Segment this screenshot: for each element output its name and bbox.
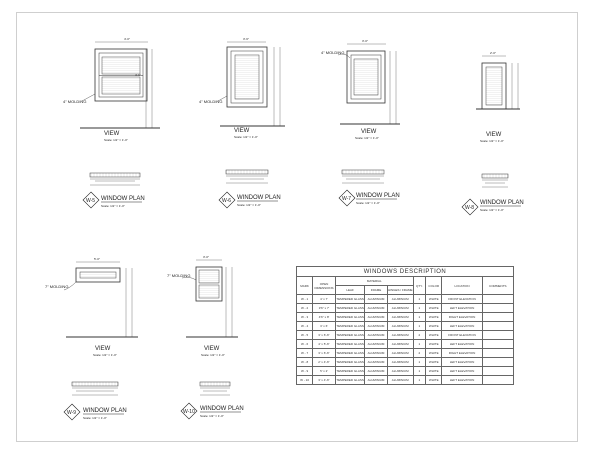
table-cell	[482, 313, 513, 322]
table-row	[297, 349, 514, 358]
table-cell: ALUMINIUM	[387, 331, 413, 340]
table-cell: 1	[413, 295, 425, 304]
table-cell: ALUMINIUM	[365, 349, 387, 358]
table-cell: 4'6" x 8'	[313, 313, 336, 322]
table-cell: TEMPERED GLASS	[335, 331, 364, 340]
table-cell	[482, 331, 513, 340]
view-scale: Scale: 1/2" = 1'-0"	[480, 139, 504, 143]
table-cell: RIGHT ELEVATION	[442, 349, 482, 358]
table-cell: ALUMINIUM	[365, 340, 387, 349]
col-header: FRAME	[365, 286, 387, 295]
table-cell: LEFT ELEVATION	[442, 358, 482, 367]
plan-tag: W-6	[222, 198, 232, 204]
table-cell: TEMPERED GLASS	[335, 295, 364, 304]
table-cell: W - 7	[297, 349, 313, 358]
col-header: QTY.	[413, 277, 425, 295]
plan-title: WINDOW PLAN	[356, 193, 400, 199]
table-cell: W - 8	[297, 358, 313, 367]
table-cell: ALUMINIUM	[365, 322, 387, 331]
plan-tag: W-7	[342, 196, 352, 202]
plan-tag: W-10	[183, 409, 195, 415]
window-view-6	[182, 255, 238, 337]
table-cell: W - 9	[297, 367, 313, 376]
table-cell: ALUMINIUM	[387, 358, 413, 367]
table-cell: FRONT ELEVATION	[442, 331, 482, 340]
table-row	[297, 358, 514, 367]
plan-scale: Scale: 1/2" = 1'-0"	[356, 201, 380, 205]
window-view-3	[338, 39, 400, 124]
window-view-4	[476, 51, 520, 109]
view-title: VIEW	[104, 131, 120, 137]
view-title: VIEW	[95, 346, 111, 352]
table-row	[297, 304, 514, 313]
table-cell: WHITE	[426, 322, 442, 331]
table-cell: 1	[413, 340, 425, 349]
view-scale: Scale: 1/2" = 1'-0"	[201, 353, 225, 357]
view-scale: Scale: 1/2" = 1'-0"	[93, 353, 117, 357]
view-scale: Scale: 1/2" = 1'-0"	[104, 138, 128, 142]
view-title: VIEW	[204, 346, 220, 352]
table-cell: TEMPERED GLASS	[335, 313, 364, 322]
col-header: MARK	[297, 277, 313, 295]
table-cell: TEMPERED GLASS	[335, 340, 364, 349]
table-cell: 3' x 4'-6"	[313, 376, 336, 385]
table-cell: WHITE	[426, 358, 442, 367]
svg-text:5'-0": 5'-0"	[94, 257, 100, 261]
table-cell: WHITE	[426, 304, 442, 313]
table-cell: ALUMINIUM	[387, 340, 413, 349]
table-cell: ALUMINIUM	[365, 331, 387, 340]
col-header: OPEN DIMENSIONS	[313, 277, 336, 295]
windows-description-table	[296, 266, 514, 385]
table-cell: W - 3	[297, 313, 313, 322]
table-cell	[482, 295, 513, 304]
table-cell: ALUMINIUM	[387, 313, 413, 322]
table-body	[297, 295, 514, 385]
table-cell: 1	[413, 304, 425, 313]
table-cell: 1	[413, 313, 425, 322]
view-scale: Scale: 1/2" = 1'-0"	[355, 136, 379, 140]
table-cell: WHITE	[426, 340, 442, 349]
svg-text:4'-6": 4'-6"	[135, 73, 141, 77]
plan-title: WINDOW PLAN	[237, 195, 281, 201]
table-cell: W - 10	[297, 376, 313, 385]
molding-label: 7" MOLDING	[45, 284, 69, 289]
table-cell: WHITE	[426, 367, 442, 376]
plan-tag: W-5	[86, 198, 96, 204]
table-cell: ALUMINIUM	[387, 367, 413, 376]
view-title: VIEW	[486, 132, 502, 138]
view-scale: Scale: 1/2" = 1'-0"	[234, 135, 258, 139]
table-cell: 4' x 7'	[313, 295, 336, 304]
window-view-1	[80, 37, 160, 128]
plan-tag: W-8	[465, 205, 475, 211]
table-cell: LEFT ELEVATION	[442, 304, 482, 313]
table-cell: ALUMINIUM	[387, 349, 413, 358]
molding-label: 4" MOLDING	[321, 50, 345, 55]
plan-title: WINDOW PLAN	[480, 200, 524, 206]
col-header: LEAF	[335, 286, 364, 295]
table-row	[297, 376, 514, 385]
table-row	[297, 340, 514, 349]
table-cell: ALUMINIUM	[365, 295, 387, 304]
table-cell: TEMPERED GLASS	[335, 349, 364, 358]
window-view-2	[218, 37, 285, 126]
plan-scale: Scale: 1/2" = 1'-0"	[200, 414, 224, 418]
table-cell: LEFT ELEVATION	[442, 376, 482, 385]
table-cell: 3' x 6'-6"	[313, 349, 336, 358]
col-header: HINGES / FRAME	[387, 286, 413, 295]
table-cell	[482, 304, 513, 313]
svg-text:3'-6": 3'-6"	[243, 37, 249, 41]
table-cell	[482, 340, 513, 349]
plan-title: WINDOW PLAN	[83, 408, 127, 414]
table-title: WINDOWS DESCRIPTION	[297, 267, 514, 277]
table-cell: WHITE	[426, 331, 442, 340]
table-cell: ALUMINIUM	[387, 376, 413, 385]
table-cell: W - 4	[297, 322, 313, 331]
plan-scale: Scale: 1/2" = 1'-0"	[480, 208, 504, 212]
plan-scale: Scale: 1/2" = 1'-0"	[237, 203, 261, 207]
table-row	[297, 313, 514, 322]
table-cell: ALUMINIUM	[365, 367, 387, 376]
table-cell: TEMPERED GLASS	[335, 376, 364, 385]
plan-title: WINDOW PLAN	[101, 196, 145, 202]
col-header: COLOR	[426, 277, 442, 295]
table-cell: WHITE	[426, 313, 442, 322]
table-cell: 2' x 4'-6"	[313, 358, 336, 367]
table-cell: LEFT ELEVATION	[442, 322, 482, 331]
table-cell: WHITE	[426, 295, 442, 304]
table-cell: 1	[413, 358, 425, 367]
table-cell: RIGHT ELEVATION	[442, 313, 482, 322]
plan-scale: Scale: 1/2" = 1'-0"	[101, 204, 125, 208]
table-cell: 5' x 2'	[313, 367, 336, 376]
table-cell: TEMPERED GLASS	[335, 358, 364, 367]
table-row	[297, 322, 514, 331]
table-cell: ALUMINIUM	[365, 358, 387, 367]
table-cell	[482, 322, 513, 331]
table-cell: W - 1	[297, 295, 313, 304]
table-cell	[482, 376, 513, 385]
plan-tag: W-9	[67, 410, 77, 416]
window-view-5	[64, 257, 138, 337]
table-cell	[482, 358, 513, 367]
table-cell: 1	[413, 376, 425, 385]
table-cell: 3' x 6'	[313, 322, 336, 331]
view-title: VIEW	[234, 128, 250, 134]
molding-label: 4" MOLDING	[63, 99, 87, 104]
svg-text:2'-0": 2'-0"	[490, 51, 496, 55]
table-cell: W - 5	[297, 331, 313, 340]
table-cell: ALUMINIUM	[387, 322, 413, 331]
table-cell: FRONT ELEVATION	[442, 295, 482, 304]
table-cell: TEMPERED GLASS	[335, 322, 364, 331]
table-cell	[482, 349, 513, 358]
table-row	[297, 295, 514, 304]
view-title: VIEW	[361, 129, 377, 135]
table-cell: TEMPERED GLASS	[335, 367, 364, 376]
table-row	[297, 367, 514, 376]
molding-label: 4" MOLDING	[199, 99, 223, 104]
material-header: MATERIAL	[335, 277, 413, 286]
table-cell	[482, 367, 513, 376]
table-cell: WHITE	[426, 349, 442, 358]
table-cell: LEFT ELEVATION	[442, 367, 482, 376]
table-cell: ALUMINIUM	[387, 295, 413, 304]
col-header: COMMENTS	[482, 277, 513, 295]
table-cell: 2	[413, 349, 425, 358]
svg-text:3'-0": 3'-0"	[203, 255, 209, 259]
table-cell: ALUMINIUM	[365, 313, 387, 322]
plan-title: WINDOW PLAN	[200, 406, 244, 412]
table-cell: TEMPERED GLASS	[335, 304, 364, 313]
table-cell: LEFT ELEVATION	[442, 340, 482, 349]
table-cell: 3'6" x 7'	[313, 304, 336, 313]
table-cell: 2	[413, 331, 425, 340]
table-cell: W - 6	[297, 340, 313, 349]
svg-text:3'-0": 3'-0"	[362, 39, 368, 43]
table-cell: ALUMINIUM	[365, 304, 387, 313]
table-cell: W - 2	[297, 304, 313, 313]
plan-scale: Scale: 1/2" = 1'-0"	[83, 416, 107, 420]
molding-label: 7" MOLDING	[167, 273, 191, 278]
table-cell: 1	[413, 367, 425, 376]
table-cell: ALUMINIUM	[365, 376, 387, 385]
table-cell: 4' x 5'-6"	[313, 340, 336, 349]
table-cell: 1	[413, 322, 425, 331]
table-cell: 3' x 6'-6"	[313, 331, 336, 340]
svg-text:4'-0": 4'-0"	[124, 37, 130, 41]
table-cell: WHITE	[426, 376, 442, 385]
table-cell: ALUMINIUM	[387, 304, 413, 313]
table-row	[297, 331, 514, 340]
col-header: LOCATION	[442, 277, 482, 295]
